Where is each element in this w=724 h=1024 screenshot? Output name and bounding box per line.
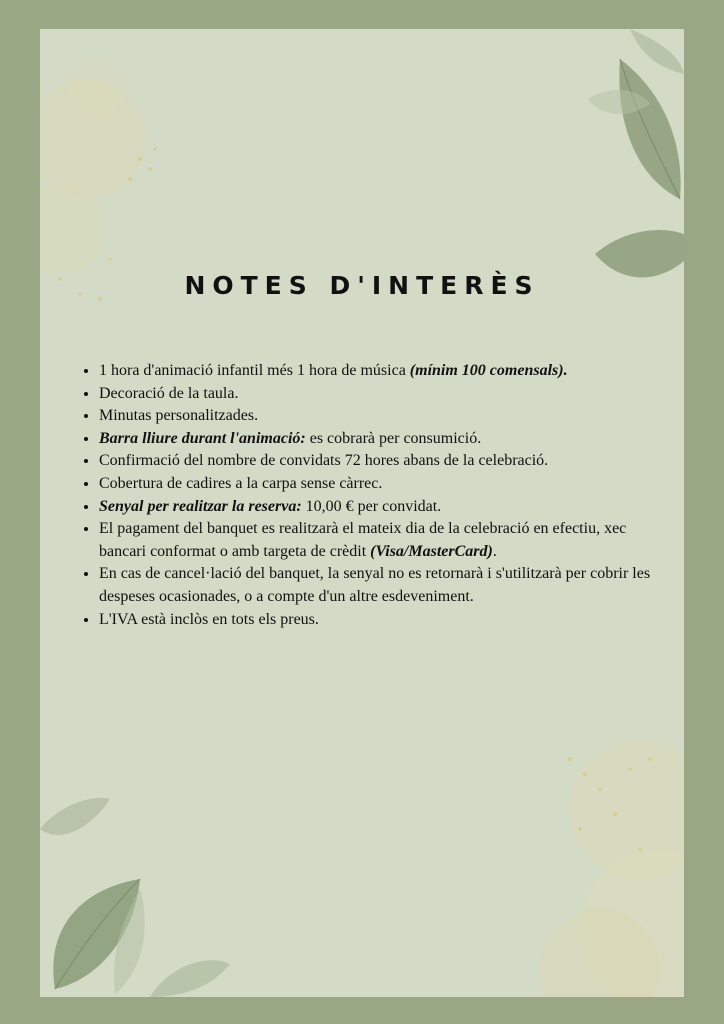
note-text: 1 hora d'animació infantil més 1 hora de música — [99, 362, 410, 379]
note-emphasis: (Visa/MasterCard) — [370, 542, 493, 560]
note-text-after: es cobrarà per consumició. — [305, 429, 482, 447]
note-text: En cas de cancel·lació del banquet, la senyal no es retornarà i s'utilitzarà per cobrir les despeses ocasionades, o a compte d'un altre esdeveniment. — [99, 565, 651, 605]
notes-list — [78, 360, 674, 631]
list-item — [99, 473, 674, 496]
list-item — [99, 405, 674, 428]
notes-card — [40, 29, 684, 997]
list-item — [99, 428, 674, 451]
gold-wash-bottom-right — [540, 739, 684, 997]
list-item — [99, 496, 674, 519]
note-text: Cobertura de cadires a la carpa sense càrrec. — [99, 474, 383, 492]
leaf-bottom-left — [40, 798, 230, 997]
note-text: Decoració de la taula. — [99, 384, 239, 402]
note-emphasis: (mínim 100 comensals). — [409, 362, 568, 379]
note-text: Minutas personalitzades. — [99, 407, 259, 425]
note-text: Confirmació del nombre de convidats 72 hores abans de la celebració. — [99, 452, 549, 470]
note-text-after: . — [492, 542, 497, 560]
list-item — [99, 383, 674, 406]
note-emphasis: Barra lliure durant l'animació: — [99, 429, 306, 447]
leaf-top-right — [588, 29, 684, 277]
note-emphasis: Senyal per realitzar la reserva: — [99, 497, 302, 515]
note-text: El pagament del banquet es realitzarà el mateix dia de la celebració en efectiu, xec bancari conformat o amb targeta de crèdit — [99, 520, 627, 560]
list-item — [99, 609, 674, 632]
note-text-after: 10,00 € per convidat. — [301, 497, 442, 515]
list-item — [99, 360, 674, 383]
page-title: NOTES D'INTERÈS — [184, 271, 540, 300]
note-text: L'IVA està inclòs en tots els preus. — [99, 610, 319, 628]
gold-wash-top-left — [40, 59, 157, 301]
list-item — [99, 563, 674, 608]
list-item — [99, 518, 674, 563]
list-item — [99, 450, 674, 473]
